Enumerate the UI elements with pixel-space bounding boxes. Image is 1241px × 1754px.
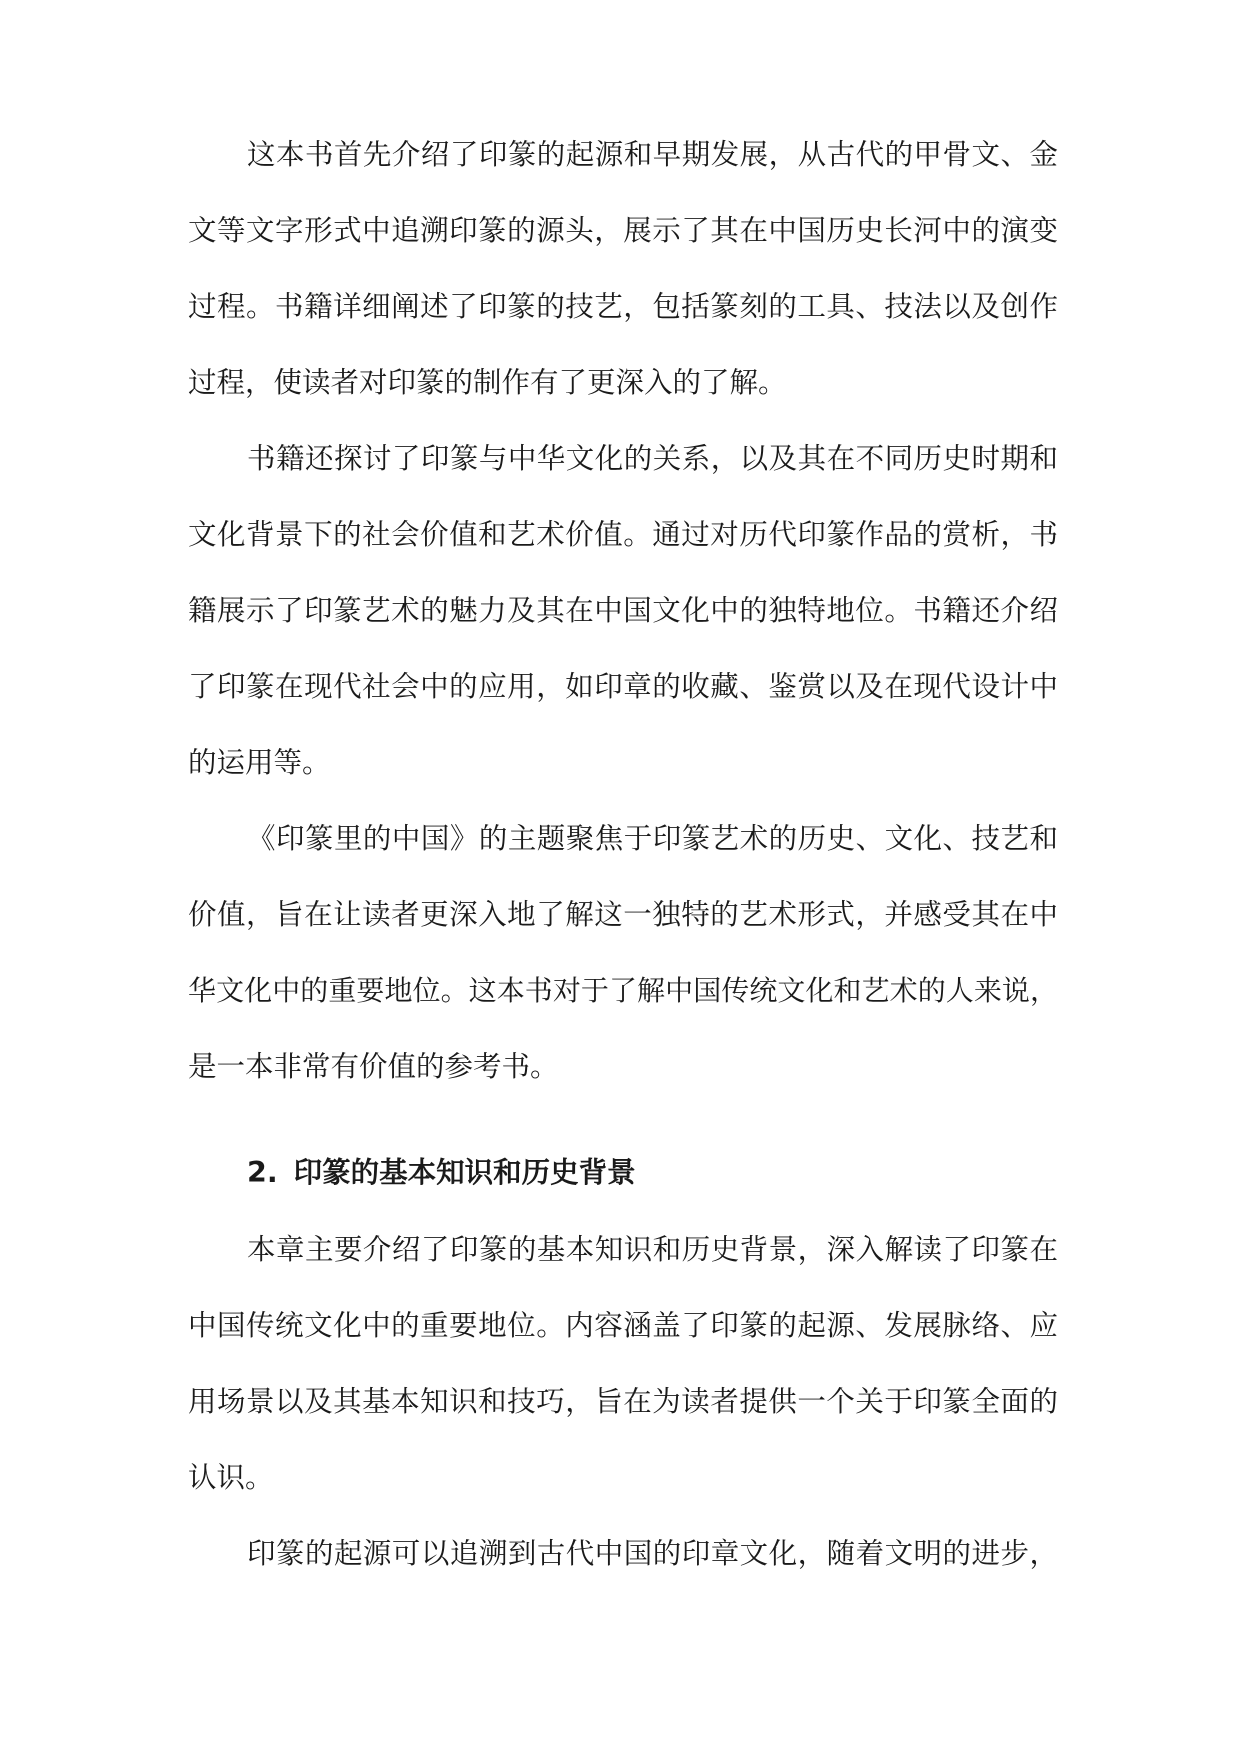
paragraph-2-line-5: 的运用等。 bbox=[188, 746, 331, 779]
paragraph-1-line-1: 这本书首先介绍了印篆的起源和早期发展，从古代的甲骨文、金 bbox=[247, 138, 1058, 171]
paragraph-1-line-3: 过程。书籍详细阐述了印篆的技艺，包括篆刻的工具、技法以及创作 bbox=[188, 290, 1058, 323]
section-paragraph-1-line-2: 中国传统文化中的重要地位。内容涵盖了印篆的起源、发展脉络、应 bbox=[188, 1309, 1058, 1342]
section-paragraph-2-line-1: 印篆的起源可以追溯到古代中国的印章文化，随着文明的进步， bbox=[247, 1537, 1058, 1570]
paragraph-3-line-2: 价值，旨在让读者更深入地了解这一独特的艺术形式，并感受其在中 bbox=[188, 898, 1058, 931]
paragraph-2-line-3: 籍展示了印篆艺术的魅力及其在中国文化中的独特地位。书籍还介绍 bbox=[188, 594, 1058, 627]
paragraph-1-line-2: 文等文字形式中追溯印篆的源头，展示了其在中国历史长河中的演变 bbox=[188, 214, 1058, 247]
paragraph-3-line-1: 《印篆里的中国》的主题聚焦于印篆艺术的历史、文化、技艺和 bbox=[247, 822, 1058, 855]
paragraph-2-line-2: 文化背景下的社会价值和艺术价值。通过对历代印篆作品的赏析，书 bbox=[188, 518, 1058, 551]
paragraph-3-line-3: 华文化中的重要地位。这本书对于了解中国传统文化和艺术的人来说， bbox=[188, 974, 1058, 1007]
paragraph-1-line-4: 过程，使读者对印篆的制作有了更深入的了解。 bbox=[188, 366, 787, 399]
section-paragraph-1-line-1: 本章主要介绍了印篆的基本知识和历史背景，深入解读了印篆在 bbox=[247, 1233, 1058, 1266]
section-paragraph-1-line-3: 用场景以及其基本知识和技巧，旨在为读者提供一个关于印篆全面的 bbox=[188, 1385, 1058, 1418]
paragraph-2-line-1: 书籍还探讨了印篆与中华文化的关系，以及其在不同历史时期和 bbox=[247, 442, 1058, 475]
section-title: 印篆的基本知识和历史背景 bbox=[293, 1156, 636, 1189]
paragraph-3-line-4: 是一本非常有价值的参考书。 bbox=[188, 1050, 559, 1083]
section-heading bbox=[247, 1153, 1058, 1193]
section-number: 2. bbox=[247, 1156, 278, 1189]
section-paragraph-1-line-4: 认识。 bbox=[188, 1461, 274, 1494]
paragraph-2-line-4: 了印篆在现代社会中的应用，如印章的收藏、鉴赏以及在现代设计中 bbox=[188, 670, 1058, 703]
